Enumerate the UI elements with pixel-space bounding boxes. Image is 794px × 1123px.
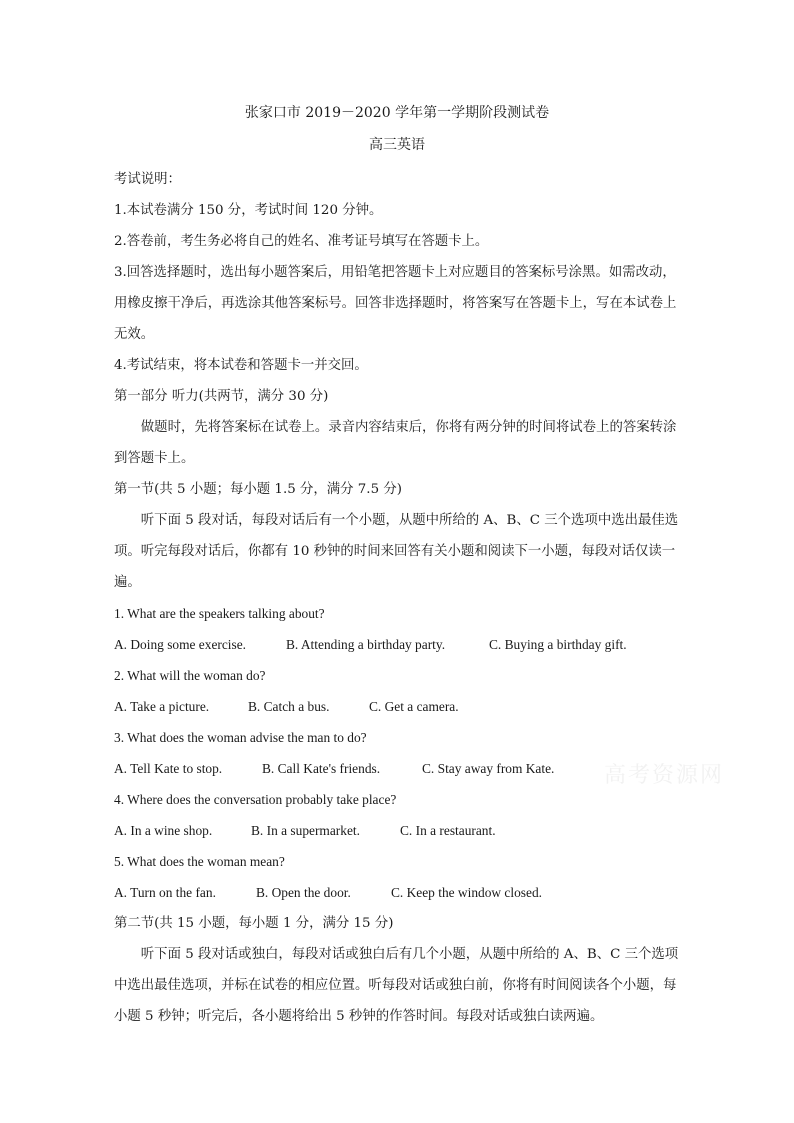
- exam-title: 张家口市 2019－2020 学年第一学期阶段测试卷: [244, 105, 550, 121]
- option-b: B. Call Kate's friends.: [262, 761, 381, 776]
- part1-intro: 做题时，先将答案标在试卷上。录音内容结束后，你将有两分钟的时间将试卷上的答案转涂到答题卡上。: [114, 420, 677, 466]
- option-b: B. Catch a bus.: [248, 699, 330, 714]
- option-c: C. Keep the window closed.: [391, 885, 542, 900]
- option-b: B. In a supermarket.: [251, 823, 360, 838]
- instruction-item: 3.回答选择题时，选出每小题答案后，用铅笔把答题卡上对应题目的答案标号涂黑。如需改动，用橡皮擦干净后，再选涂其他答案标号。回答非选择题时，将答案写在答题卡上，写在本试卷上无效。: [114, 265, 677, 342]
- option-a: A. Doing some exercise.: [114, 637, 247, 652]
- exam-subject: 高三英语: [369, 137, 425, 153]
- instructions-heading: 考试说明：: [114, 172, 181, 187]
- option-c: C. In a restaurant.: [400, 823, 496, 838]
- section2-intro: 听下面 5 段对话或独白，每段对话或独白后有几个小题，从题中所给的 A、B、C 三个选项中选出最佳选项，并标在试卷的相应位置。听每段对话或独白前，你将有时间阅读各个小题，每小题 5 秒钟；听完后，各小题将给出 5 秒钟的作答时间。每段对话或独白读两遍。: [114, 947, 679, 1024]
- question-options: [114, 629, 680, 660]
- section1-intro: 听下面 5 段对话，每段对话后有一个小题，从题中所给的 A、B、C 三个选项中选出最佳选项。听完每段对话后，你都有 10 秒钟的时间来回答有关小题和阅读下一小题，每段对话仅读一遍。: [114, 513, 679, 590]
- question-text: 3. What does the woman advise the man to do?: [114, 730, 367, 745]
- option-b: B. Open the door.: [256, 885, 351, 900]
- instruction-item: 2.答卷前，考生务必将自己的姓名、准考证号填写在答题卡上。: [114, 234, 489, 249]
- question-options: [114, 815, 680, 846]
- question-text: 2. What will the woman do?: [114, 668, 266, 683]
- instruction-item: 1.本试卷满分 150 分，考试时间 120 分钟。: [114, 203, 383, 218]
- option-a: A. Tell Kate to stop.: [114, 761, 223, 776]
- exam-body: [114, 164, 680, 1032]
- option-c: C. Stay away from Kate.: [422, 761, 555, 776]
- question-text: 5. What does the woman mean?: [114, 854, 285, 869]
- section1-heading: 第一节(共 5 小题；每小题 1.5 分，满分 7.5 分): [114, 482, 402, 497]
- question-text: 4. Where does the conversation probably take place?: [114, 792, 397, 807]
- question-options: [114, 753, 680, 784]
- option-a: A. In a wine shop.: [114, 823, 213, 838]
- question-options: [114, 691, 680, 722]
- option-c: C. Get a camera.: [369, 699, 459, 714]
- watermark-logo: 高考资源网: [604, 763, 725, 788]
- section2-heading: 第二节(共 15 小题，每小题 1 分，满分 15 分): [114, 916, 394, 931]
- instruction-item: 4.考试结束，将本试卷和答题卡一并交回。: [114, 358, 368, 373]
- question-text: 1. What are the speakers talking about?: [114, 606, 325, 621]
- part1-heading: 第一部分 听力(共两节，满分 30 分): [114, 389, 329, 404]
- option-b: B. Attending a birthday party.: [286, 637, 446, 652]
- option-a: A. Turn on the fan.: [114, 885, 216, 900]
- option-a: A. Take a picture.: [114, 699, 210, 714]
- option-c: C. Buying a birthday gift.: [489, 637, 627, 652]
- question-options: [114, 877, 680, 908]
